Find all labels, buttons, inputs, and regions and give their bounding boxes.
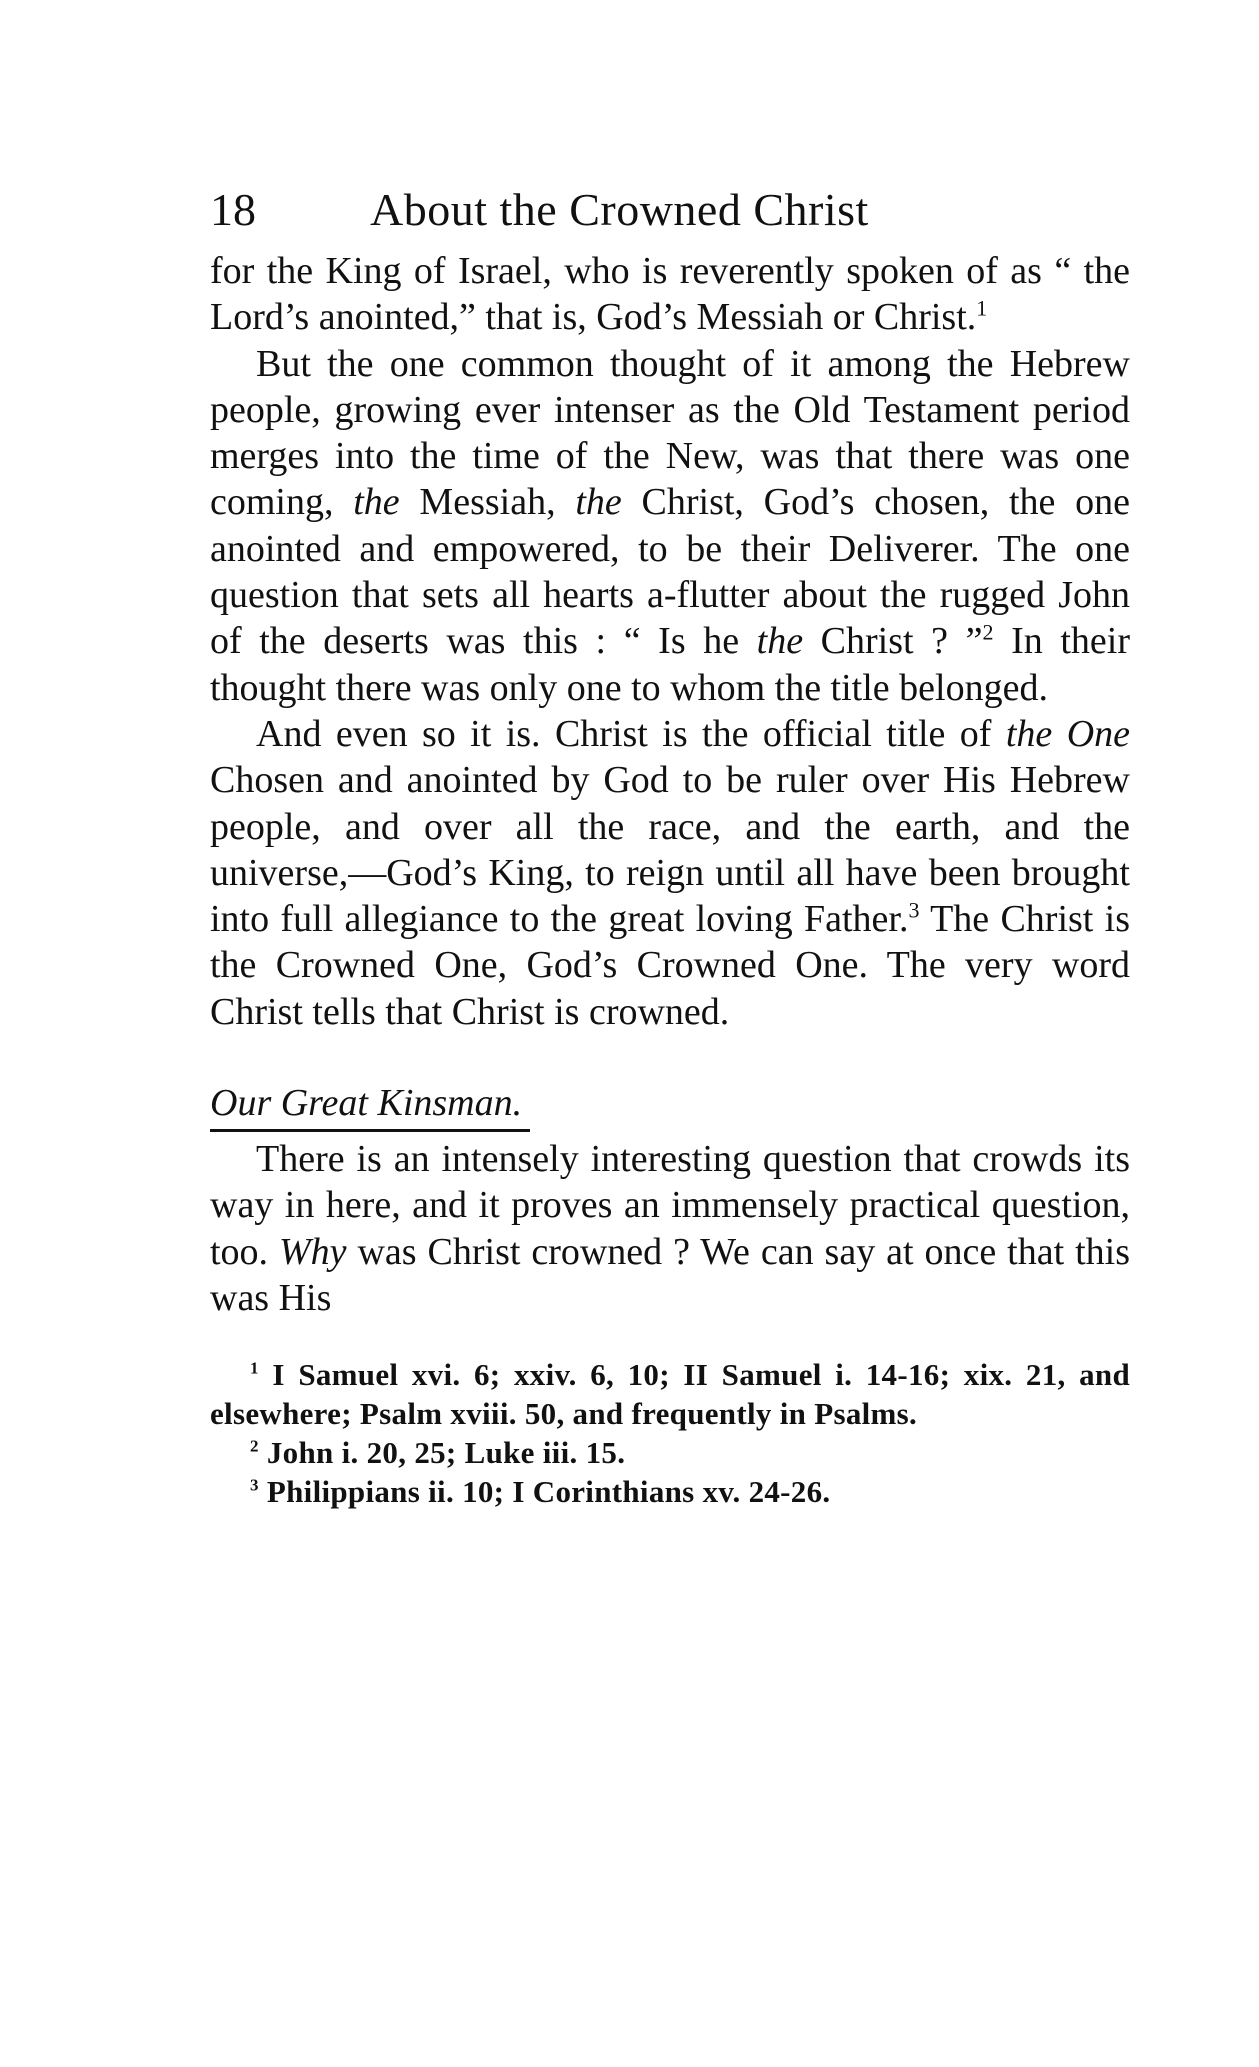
body-text [210, 248, 1130, 1321]
paragraph-2-text-a: But the one common thought of it among the Hebrew people, growing ever intenser as the Old Testament period merges into the time of the New, was that there was one coming, [210, 342, 1130, 524]
section-heading-text: Our Great Kinsman. [210, 1079, 530, 1132]
paragraph-3-text-b: Chosen and anointed by God to be ruler over His Hebrew people, and over all the race, and the earth, and the universe,—God’s King, to reign until all have been brought into full allegiance to the great loving Father. [210, 759, 1130, 941]
paragraph-1-text: for the King of Israel, who is reverently spoken of as “ the Lord’s anointed,” that is, God’s Messiah or Christ. [210, 250, 1130, 339]
paragraph-3-text-a: And even so it is. Christ is the official title of [256, 712, 1006, 755]
paragraph-2-italic-1: the [353, 481, 400, 524]
paragraph-3-italic-1: the One [1005, 712, 1130, 755]
paragraph-3-text-c: The Christ is the Crowned One, God’s Crowned One. The very word Christ tells that Christ is crowned. [210, 898, 1130, 1033]
footnote-3-text: Philippians ii. 10; I Corinthians xv. 24-26. [266, 1474, 831, 1510]
paragraph-1 [210, 248, 1130, 341]
paragraph-2-italic-3: the [756, 620, 804, 663]
footnote-1 [210, 1355, 1130, 1433]
footnote-2-text: John i. 20, 25; Luke iii. 15. [266, 1435, 626, 1471]
paragraph-2-text-e: In their thought there was only one to whom the title belonged. [210, 620, 1130, 709]
paragraph-4-text-b: was Christ crowned ? We can say at once that this was His [210, 1230, 1130, 1319]
book-page [210, 180, 1130, 1511]
footnotes [210, 1355, 1130, 1511]
running-head-title: About the Crowned Christ [370, 184, 869, 235]
section-heading [210, 1079, 1130, 1132]
footnote-ref-2: 2 [982, 619, 994, 645]
paragraph-2-italic-2: the [575, 481, 622, 524]
paragraph-4-italic-1: Why [279, 1230, 347, 1273]
footnote-ref-3: 3 [908, 897, 920, 923]
footnote-1-text: I Samuel xvi. 6; xxiv. 6, 10; II Samuel i. 14-16; xix. 21, and elsewhere; Psalm xviii. 50, and frequently in Psalms. [210, 1357, 1130, 1432]
paragraph-3 [210, 711, 1130, 1035]
paragraph-2-text-b: Messiah, [399, 481, 576, 524]
page-number: 18 [210, 184, 256, 235]
paragraph-4 [210, 1136, 1130, 1321]
paragraph-2 [210, 341, 1130, 711]
footnote-ref-1: 1 [976, 295, 988, 321]
paragraph-2-text-d: Christ ? ” [803, 620, 983, 663]
footnote-2 [210, 1433, 1130, 1472]
footnote-1-marker: 1 [250, 1358, 259, 1378]
footnote-2-marker: 2 [250, 1436, 259, 1456]
footnote-3 [210, 1472, 1130, 1511]
paragraph-4-text-a: There is an intensely interesting question that crowds its way in here, and it proves an immensely practical question, too. [210, 1138, 1130, 1273]
running-head [210, 180, 1130, 240]
footnote-3-marker: 3 [250, 1475, 259, 1495]
paragraph-2-text-c: Christ, God’s chosen, the one anointed and empowered, to be their Deliverer. The one question that sets all hearts a-flutter about the rugged John of the deserts was this : “ Is he [210, 481, 1130, 663]
